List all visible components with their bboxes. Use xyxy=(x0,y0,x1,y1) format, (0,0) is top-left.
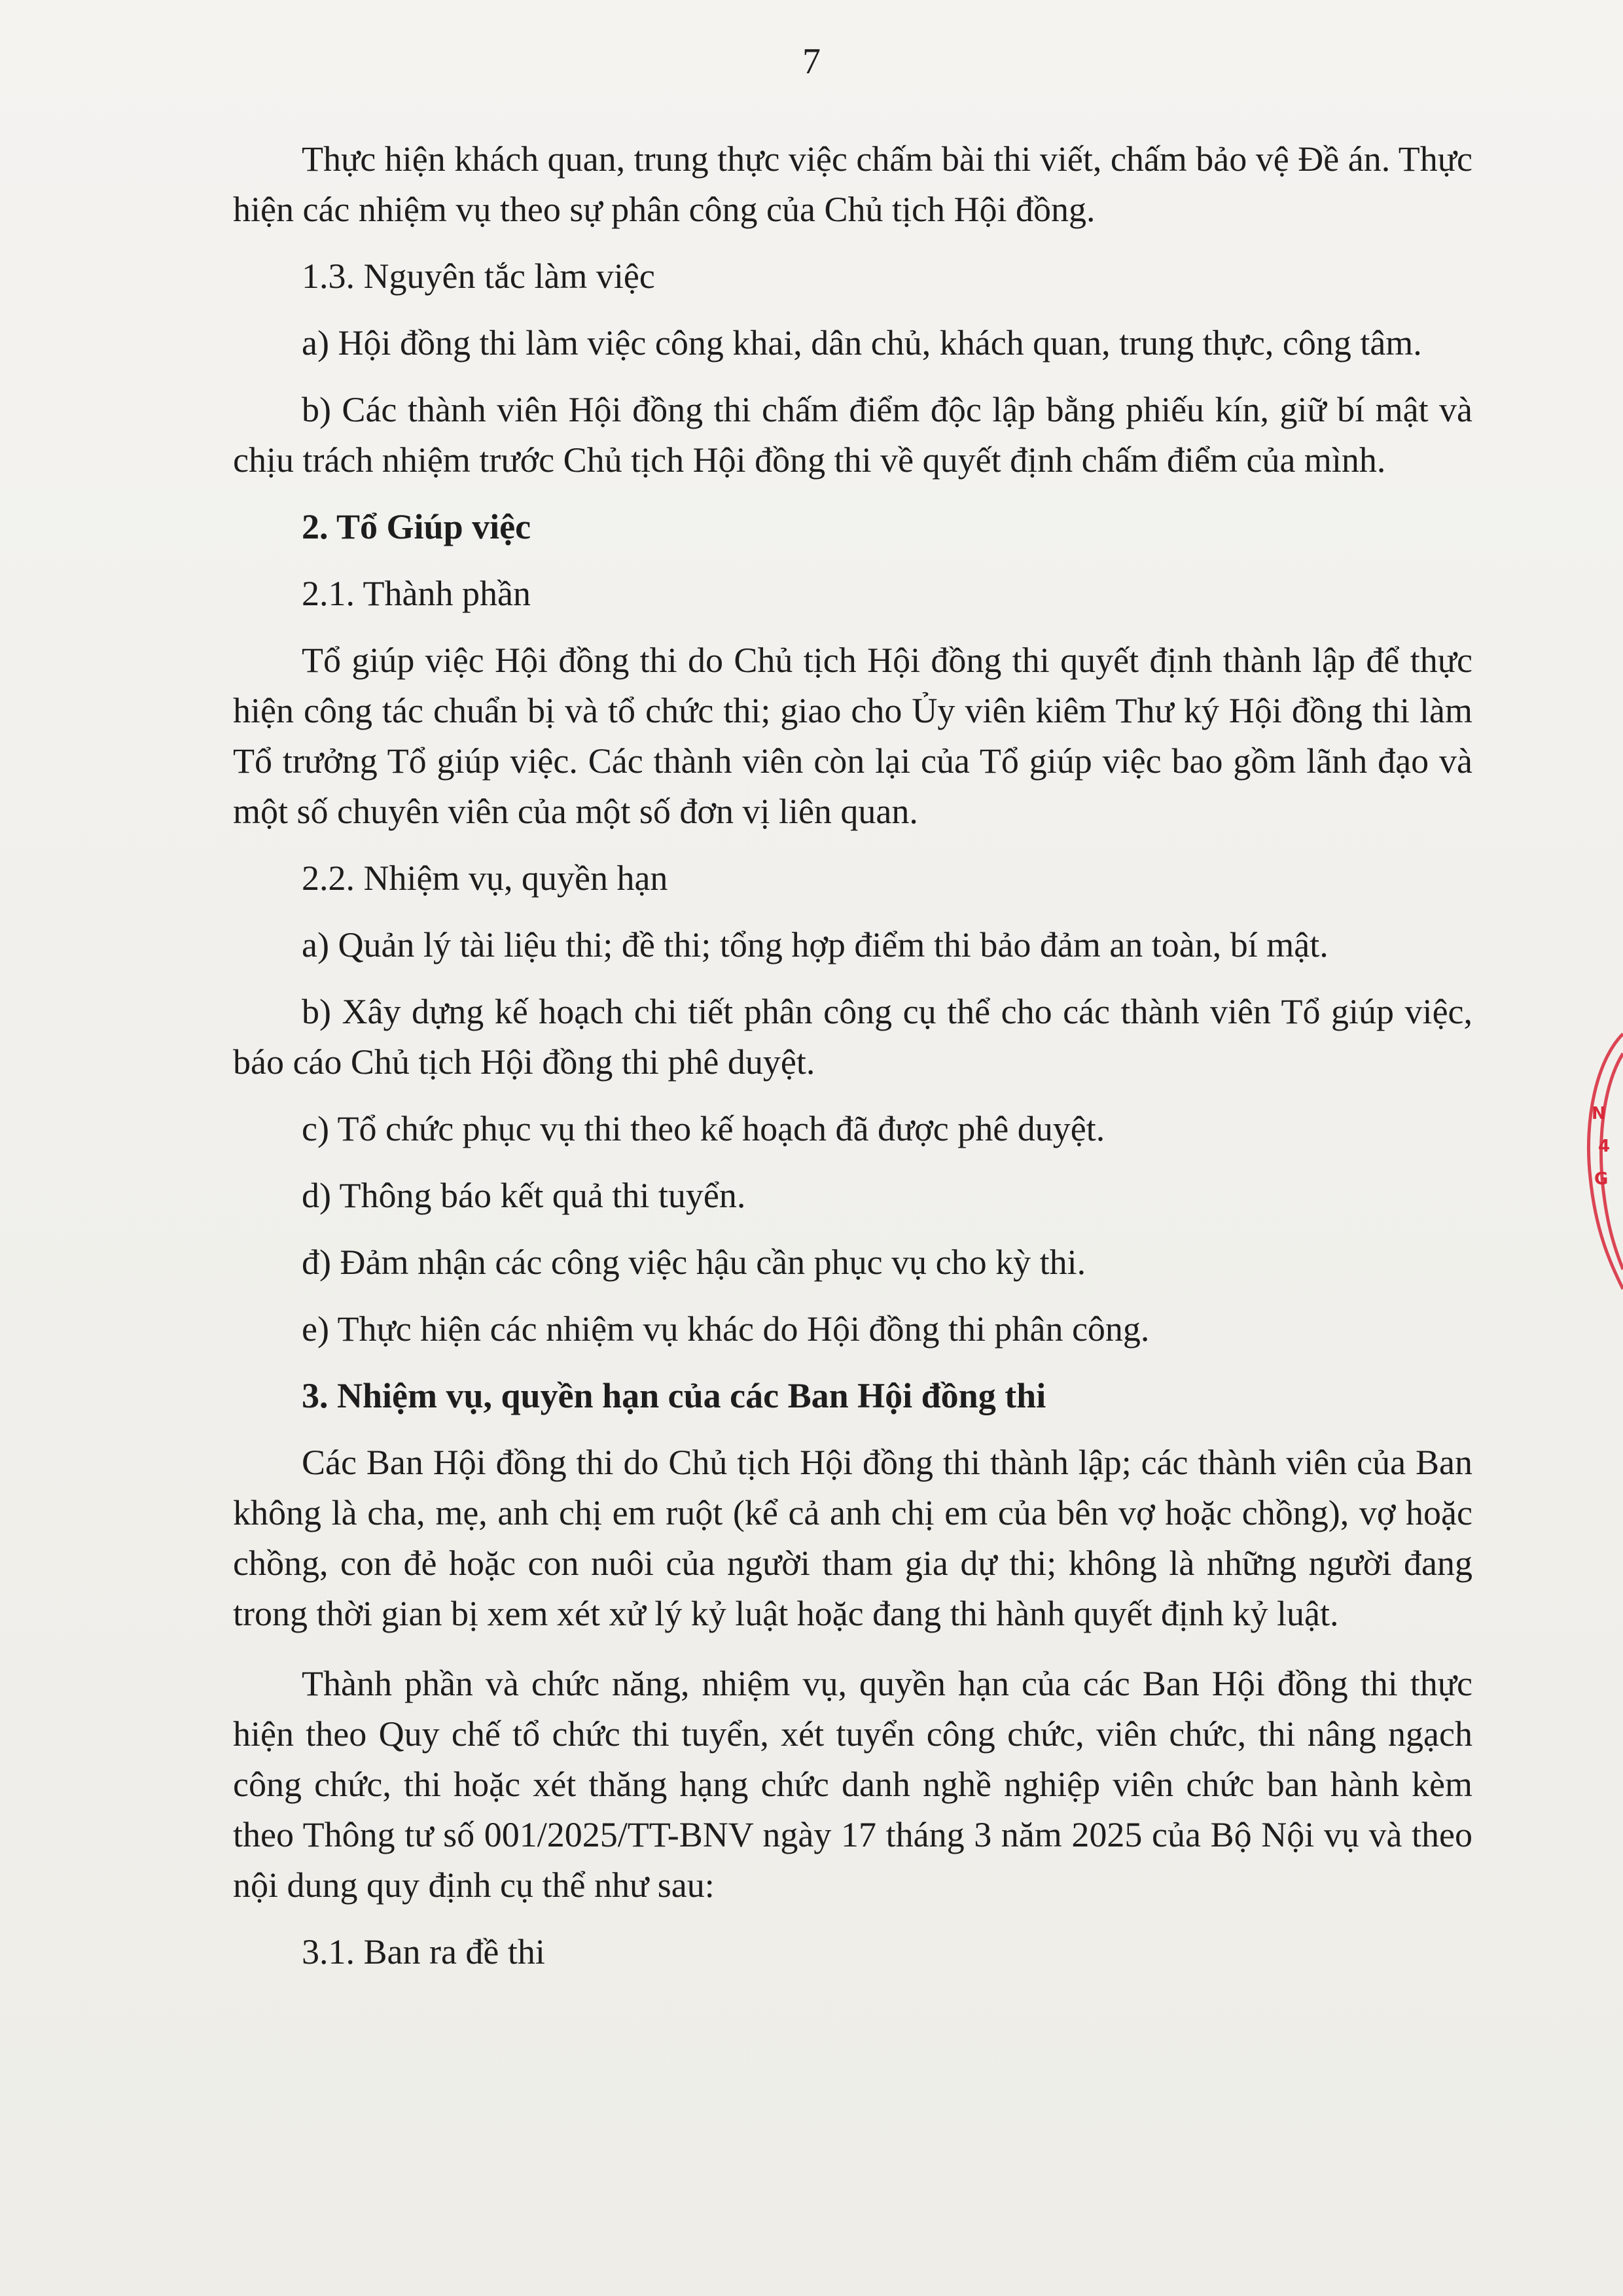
list-item-d: d) Thông báo kết quả thi tuyển. xyxy=(302,1176,746,1215)
subheading-working-principles: 1.3. Nguyên tắc làm việc xyxy=(302,256,655,296)
list-item-b: b) Xây dựng kế hoạch chi tiết phân công cụ thể cho các thành viên Tổ giúp việc, báo cáo Chủ tịch Hội đồng thi phê duyệt. xyxy=(233,992,1472,1082)
svg-text:N: N xyxy=(1592,1104,1606,1123)
paragraph-principle-b: b) Các thành viên Hội đồng thi chấm điểm độc lập bằng phiếu kín, giữ bí mật và chịu trách nhiệm trước Chủ tịch Hội đồng thi về quyết định chấm điểm của mình. xyxy=(233,390,1472,480)
document-body xyxy=(233,134,1472,1977)
svg-text:4: 4 xyxy=(1598,1137,1611,1156)
paragraph-board-members: Các Ban Hội đồng thi do Chủ tịch Hội đồng thi thành lập; các thành viên của Ban không là cha, mẹ, anh chị em ruột (kể cả anh chị em của bên vợ hoặc chồng), vợ hoặc chồng, con đẻ hoặc con nuôi của người tham gia dự thi; không là những người đang trong thời gian bị xem xét xử lý kỷ luật hoặc đang thi hành quyết định kỷ luật. xyxy=(233,1443,1472,1633)
seal-fragment-icon xyxy=(1577,1021,1623,1296)
subheading-duties-powers: 2.2. Nhiệm vụ, quyền hạn xyxy=(302,858,668,898)
list-item-c: c) Tổ chức phục vụ thi theo kế hoạch đã được phê duyệt. xyxy=(302,1109,1105,1148)
paragraph-principle-a: a) Hội đồng thi làm việc công khai, dân chủ, khách quan, trung thực, công tâm. xyxy=(302,323,1422,362)
list-item-dd: đ) Đảm nhận các công việc hậu cần phục vụ cho kỳ thi. xyxy=(302,1243,1086,1282)
subheading-composition: 2.1. Thành phần xyxy=(302,574,531,613)
paragraph-support-team-composition: Tổ giúp việc Hội đồng thi do Chủ tịch Hội đồng thi quyết định thành lập để thực hiện công tác chuẩn bị và tổ chức thi; giao cho Ủy viên kiêm Thư ký Hội đồng thi làm Tổ trưởng Tổ giúp việc. Các thành viên còn lại của Tổ giúp việc bao gồm lãnh đạo và một số chuyên viên của một số đơn vị liên quan. xyxy=(233,641,1472,831)
list-item-e: e) Thực hiện các nhiệm vụ khác do Hội đồng thi phân công. xyxy=(302,1309,1150,1349)
heading-support-team: 2. Tổ Giúp việc xyxy=(302,507,531,546)
heading-council-boards: 3. Nhiệm vụ, quyền hạn của các Ban Hội đồng thi xyxy=(302,1376,1046,1415)
list-item-a: a) Quản lý tài liệu thi; đề thi; tổng hợp điểm thi bảo đảm an toàn, bí mật. xyxy=(302,925,1329,964)
paragraph-duties-members: Thực hiện khách quan, trung thực việc chấm bài thi viết, chấm bảo vệ Đề án. Thực hiện các nhiệm vụ theo sự phân công của Chủ tịch Hội đồng. xyxy=(233,139,1472,229)
page-number: 7 xyxy=(802,41,821,82)
paragraph-board-regulation: Thành phần và chức năng, nhiệm vụ, quyền hạn của các Ban Hội đồng thi thực hiện theo Quy chế tổ chức thi tuyển, xét tuyển công chức, viên chức, thi nâng ngạch công chức, thi hoặc xét thăng hạng chức danh nghề nghiệp viên chức ban hành kèm theo Thông tư số 001/2025/TT-BNV ngày 17 tháng 3 năm 2025 của Bộ Nội vụ và theo nội dung quy định cụ thể như sau: xyxy=(233,1664,1472,1905)
subheading-exam-setting-board: 3.1. Ban ra đề thi xyxy=(302,1932,545,1971)
red-seal-fragment xyxy=(1577,1021,1623,1296)
svg-text:G: G xyxy=(1594,1169,1609,1189)
